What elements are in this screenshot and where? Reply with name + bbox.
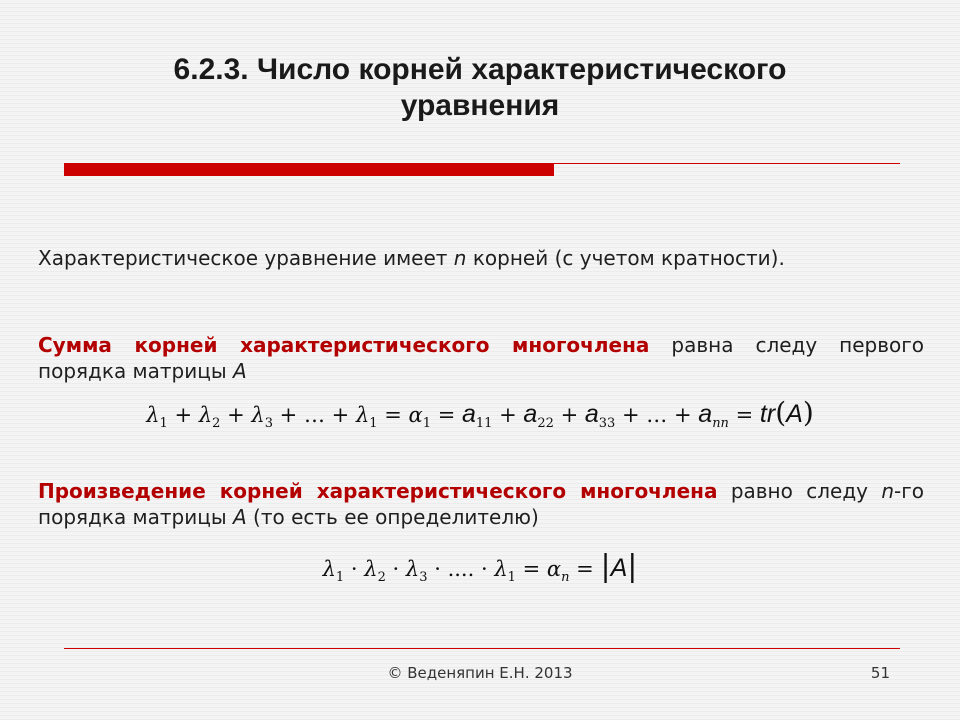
footer-rule (64, 648, 900, 649)
title-line-1: 6.2.3. Число корней характеристического (173, 53, 787, 86)
title-line-2: уравнения (400, 89, 560, 122)
sum-highlight: Сумма корней характеристического многочлена (38, 333, 650, 357)
roots-count-statement: Характеристическое уравнение имеет n корней (с учетом кратности). (38, 246, 785, 270)
matrix-variable: A (233, 359, 247, 383)
determinant-formula: $\lambda_1 \cdot \lambda_2 \cdot \lambda_3$ · .... · $\lambda_1 = \alpha_n = |A|$ (322, 549, 638, 585)
title-thick-rule (64, 164, 554, 176)
footer-copyright: © Веденяпин Е.Н. 2013 (387, 664, 573, 682)
page-number: 51 (870, 664, 890, 682)
trace-formula: $\lambda_1 + \lambda_2 + \lambda_3$ + … + $\lambda_1 = \alpha_1 = a_{11} + a_{22} + a_{33}$ + … + $a_{nn} = tr(A)$ (146, 396, 814, 431)
sum-of-roots-statement: Сумма корней характеристического многочлена равна следу первого порядка матрицы A (38, 333, 925, 383)
product-of-roots-statement: Произведение корней характеристического многочлена равно следу n-го порядка матрицы A (то есть ее определителю) (38, 479, 925, 529)
slide-title (80, 52, 880, 124)
n-variable: n (453, 246, 467, 270)
product-highlight: Произведение корней характеристического многочлена (38, 479, 718, 503)
